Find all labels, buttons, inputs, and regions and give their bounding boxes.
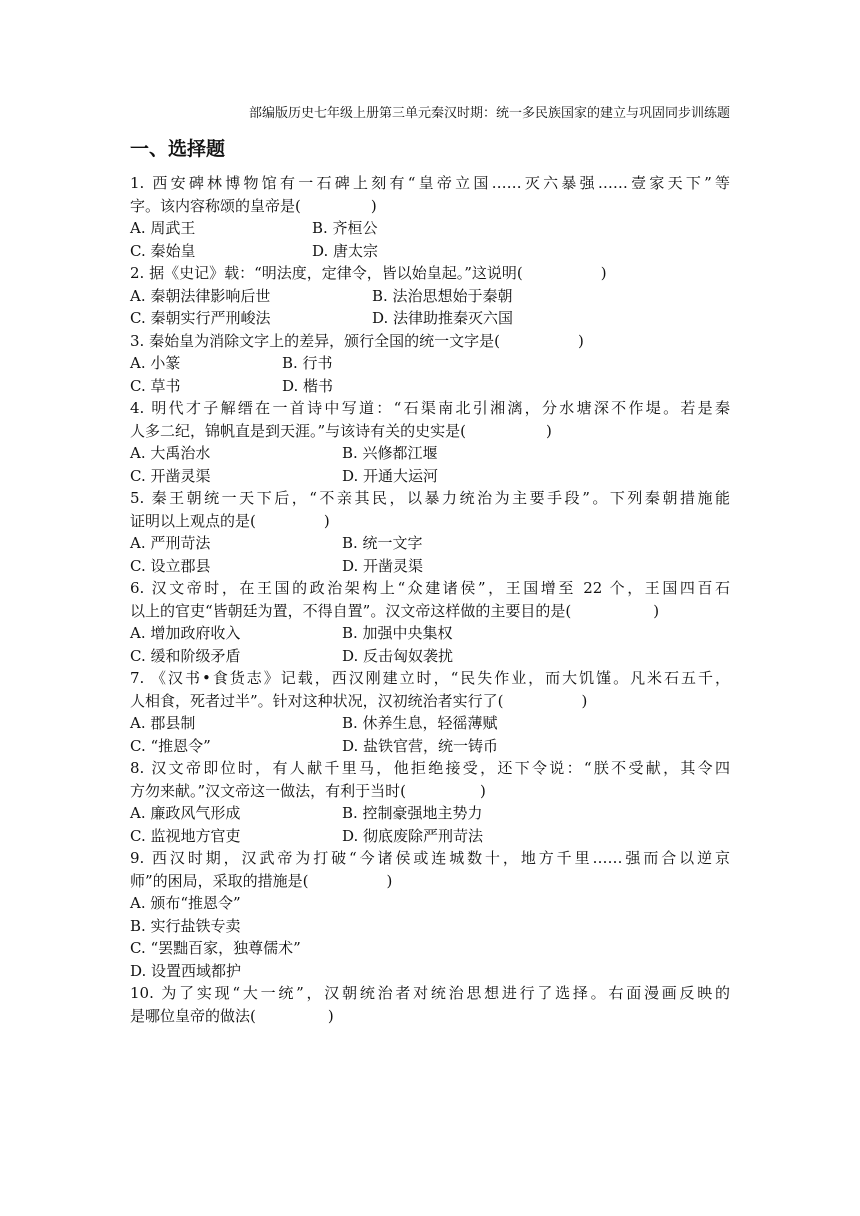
option-b: B. 实行盐铁专卖 xyxy=(130,916,241,935)
question-1 xyxy=(130,172,730,262)
close-paren: ) xyxy=(546,421,552,440)
question-5 xyxy=(130,487,730,577)
option-d: D. 设置西域都护 xyxy=(130,961,242,980)
close-paren: ) xyxy=(327,1006,334,1025)
option-d: D. 开通大运河 xyxy=(342,466,439,485)
stem-text: 方勿来献。”汉文帝这一做法，有利于当时( xyxy=(130,781,407,800)
option-a: A. 严刑苛法 xyxy=(130,534,211,552)
option-c: C. 草书 xyxy=(130,376,181,395)
option-row xyxy=(130,825,730,848)
question-stem-line xyxy=(130,1005,730,1028)
option-c: C. 秦始皇 xyxy=(130,241,196,260)
stem-text: 6. 汉文帝时，在王国的政治架构上“众建诸侯”，王国增至 22 个，王国四百石 xyxy=(130,579,730,597)
option-row xyxy=(130,465,730,488)
option-a: A. 增加政府收入 xyxy=(130,624,241,642)
question-stem-line xyxy=(130,397,730,420)
option-a: A. 廉政风气形成 xyxy=(130,804,241,822)
option-b: B. 统一文字 xyxy=(342,534,423,552)
question-stem-line xyxy=(130,420,730,443)
close-paren: ) xyxy=(323,511,330,530)
option-a: A. 周武王 xyxy=(130,219,196,237)
close-paren: ) xyxy=(577,331,584,350)
option-a: A. 颁布“推恩令” xyxy=(130,894,241,912)
close-paren: ) xyxy=(370,196,377,215)
document-title: 部编版历史七年级上册第三单元秦汉时期：统一多民族国家的建立与巩固同步训练题 xyxy=(248,106,730,121)
option-d: D. 楷书 xyxy=(282,376,334,395)
stem-text: 8. 汉文帝即位时，有人献千里马，他拒绝接受，还下令说：“朕不受献，其令四 xyxy=(130,759,730,777)
option-row xyxy=(130,712,730,735)
question-8 xyxy=(130,757,730,847)
question-stem-line xyxy=(130,600,730,623)
option-c: C. 秦朝实行严刑峻法 xyxy=(130,309,271,327)
option-c: C. 监视地方官吏 xyxy=(130,826,241,845)
stem-text: 人相食，死者过半”。针对这种状况，汉初统治者实行了( xyxy=(130,691,504,710)
question-stem-line xyxy=(130,757,730,780)
option-d: D. 彻底废除严刑苛法 xyxy=(342,826,484,845)
question-stem-line xyxy=(130,195,730,218)
option-c: C. “罢黜百家，独尊儒术” xyxy=(130,939,301,957)
stem-text: 4. 明代才子解缙在一首诗中写道：“石渠南北引湘漓，分水塘深不作堤。若是秦 xyxy=(130,399,730,417)
question-7 xyxy=(130,667,730,757)
question-stem-line xyxy=(130,330,730,353)
option-c: C. 设立郡县 xyxy=(130,556,211,575)
question-stem-line xyxy=(130,262,730,285)
question-stem-line xyxy=(130,577,730,600)
stem-text: 5. 秦王朝统一天下后，“不亲其民，以暴力统治为主要手段”。下列秦朝措施能 xyxy=(130,489,730,507)
option-row xyxy=(130,622,730,645)
stem-text: 3. 秦始皇为消除文字上的差异，颁行全国的统一文字是( xyxy=(130,331,500,350)
option-a: A. 郡县制 xyxy=(130,714,196,732)
option-row xyxy=(130,442,730,465)
option-row xyxy=(130,915,730,938)
stem-text: 人多二纪，锦帆直是到天涯。”与该诗有关的史实是( xyxy=(130,421,467,440)
option-c: C. 缓和阶级矛盾 xyxy=(130,646,241,665)
question-3 xyxy=(130,330,730,398)
option-b: B. 法治思想始于秦朝 xyxy=(372,286,513,305)
option-d: D. 法律助推秦灭六国 xyxy=(372,309,514,327)
option-row xyxy=(130,735,730,758)
option-a: A. 秦朝法律影响后世 xyxy=(130,286,271,305)
option-d: D. 反击匈奴袭扰 xyxy=(342,646,454,665)
stem-text: 是哪位皇帝的做法( xyxy=(130,1006,256,1025)
stem-text: 2. 据《史记》载：“明法度，定律令，皆以始皇起。”这说明( xyxy=(130,264,523,282)
option-a: A. 小篆 xyxy=(130,354,181,372)
close-paren: ) xyxy=(600,264,607,282)
question-6 xyxy=(130,577,730,667)
option-c: C. 开凿灵渠 xyxy=(130,466,211,485)
option-row xyxy=(130,307,730,330)
stem-text: 7. 《汉书•食货志》记载，西汉刚建立时，“民失作业，而大饥馑。凡米石五千， xyxy=(130,669,730,687)
option-a: A. 大禹治水 xyxy=(130,444,211,462)
option-b: B. 休养生息，轻徭薄赋 xyxy=(342,714,498,732)
question-stem-line xyxy=(130,780,730,803)
option-d: D. 唐太宗 xyxy=(312,241,379,260)
option-d: D. 开凿灵渠 xyxy=(342,556,424,575)
option-row xyxy=(130,555,730,578)
stem-text: 师”的困局，采取的措施是( xyxy=(130,871,309,890)
option-c: C. “推恩令” xyxy=(130,736,211,755)
option-b: B. 控制豪强地主势力 xyxy=(342,804,483,822)
stem-text: 9. 西汉时期，汉武帝为打破“今诸侯或连城数十，地方千里……强而合以逆京 xyxy=(130,849,730,867)
option-row xyxy=(130,240,730,263)
option-row xyxy=(130,375,730,398)
close-paren: ) xyxy=(581,691,588,710)
question-stem-line xyxy=(130,847,730,870)
question-stem-line xyxy=(130,510,730,533)
question-stem-line xyxy=(130,690,730,713)
option-row xyxy=(130,285,730,308)
option-b: B. 齐桓公 xyxy=(312,219,378,237)
option-row xyxy=(130,960,730,983)
close-paren: ) xyxy=(386,871,393,890)
question-stem-line xyxy=(130,982,730,1005)
question-stem-line xyxy=(130,870,730,893)
question-stem-line xyxy=(130,487,730,510)
option-row xyxy=(130,352,730,375)
stem-text: 证明以上观点的是( xyxy=(130,511,256,530)
option-b: B. 兴修都江堰 xyxy=(342,444,438,462)
close-paren: ) xyxy=(653,601,660,620)
option-b: B. 行书 xyxy=(282,354,333,372)
stem-text: 10. 为了实现“大一统”，汉朝统治者对统治思想进行了选择。右面漫画反映的 xyxy=(130,984,730,1002)
close-paren: ) xyxy=(480,781,486,800)
option-row xyxy=(130,532,730,555)
question-4 xyxy=(130,397,730,487)
question-stem-line xyxy=(130,172,730,195)
question-9 xyxy=(130,847,730,982)
option-row xyxy=(130,802,730,825)
stem-text: 字。该内容称颂的皇帝是( xyxy=(130,196,301,215)
question-stem-line xyxy=(130,667,730,690)
question-10 xyxy=(130,982,730,1027)
option-row xyxy=(130,892,730,915)
stem-text: 1. 西安碑林博物馆有一石碑上刻有“皇帝立国……灭六暴强……壹家天下”等 xyxy=(130,174,730,192)
option-row xyxy=(130,937,730,960)
option-row xyxy=(130,217,730,240)
question-list xyxy=(130,172,730,1027)
option-d: D. 盐铁官营，统一铸币 xyxy=(342,736,499,755)
option-row xyxy=(130,645,730,668)
question-2 xyxy=(130,262,730,330)
stem-text: 以上的官吏“皆朝廷为置，不得自置”。汉文帝这样做的主要目的是( xyxy=(130,601,572,620)
option-b: B. 加强中央集权 xyxy=(342,624,453,642)
section-heading: 一、选择题 xyxy=(130,138,226,160)
